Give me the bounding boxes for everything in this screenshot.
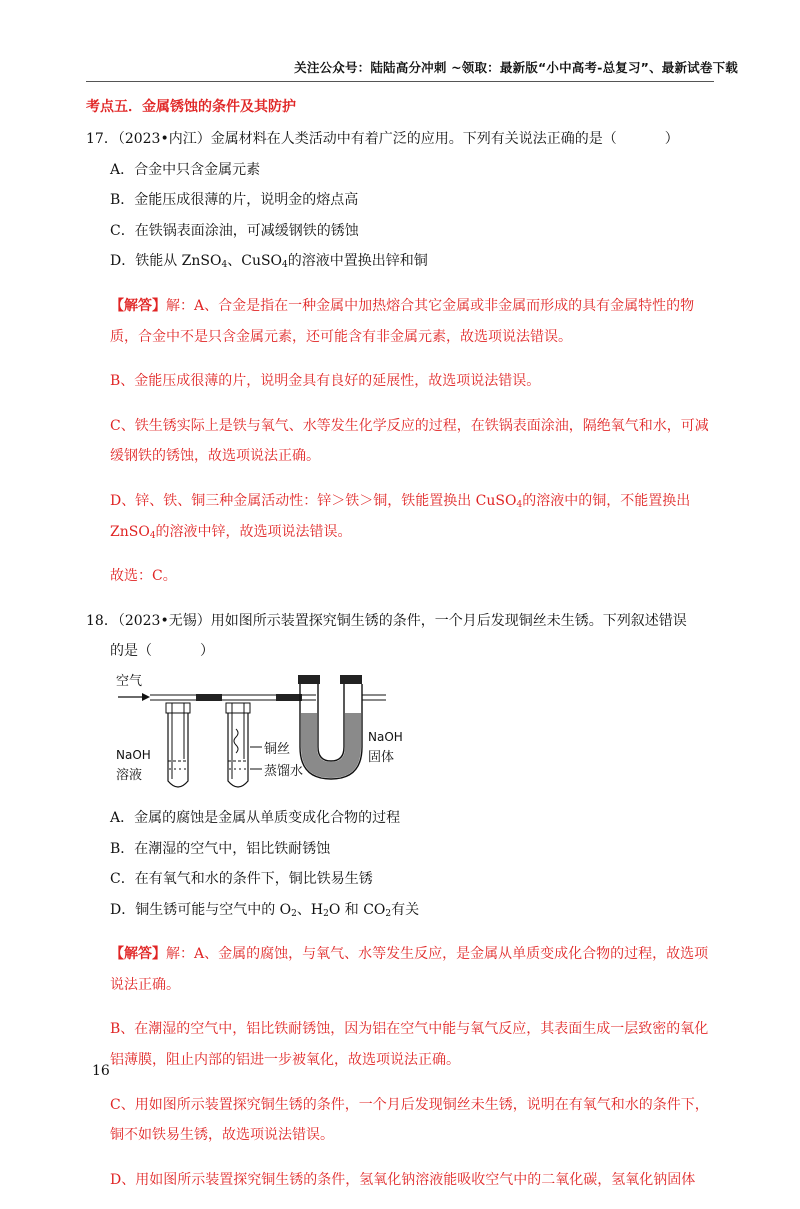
question-17-answer-b: B、金能压成很薄的片，说明金具有良好的延展性，故选项说法错误。	[110, 373, 541, 390]
question-18-option-b: B．在潮湿的空气中，铝比铁耐锈蚀	[110, 840, 331, 857]
question-18-answer-d: D、用如图所示装置探究铜生锈的条件，氢氧化钠溶液能吸收空气中的二氧化碳，氢氧化钠固体	[110, 1171, 696, 1188]
question-18-answer-a: 【解答】解：A、金属的腐蚀，与氧气、水等发生反应，是金属从单质变成化合物的过程，故选项说法正确。	[110, 946, 709, 993]
arrow-head-icon	[142, 693, 150, 701]
question-17-option-a: A．合金中只含金属元素	[110, 161, 261, 178]
test-tube-copper-wire	[226, 703, 262, 787]
page-number: 16	[92, 1063, 110, 1079]
question-17-answer-a: 【解答】解：A、合金是指在一种金属中加热熔合其它金属或非金属而形成的具有金属特性的物质，合金中不是只含金属元素，还可能含有非金属元素，故选项说法错误。	[110, 297, 695, 345]
question-18-option-a: A．金属的腐蚀是金属从单质变成化合物的过程	[110, 809, 401, 826]
question-18-stem-cont: 的是（ ）	[110, 643, 214, 660]
question-17-option-d: D．铁能从 ZnSO$_4$、CuSO$_4$的溶液中置换出锌和铜	[110, 253, 428, 271]
question-17-option-b: B．金能压成很薄的片，说明金的熔点高	[110, 192, 359, 209]
distilled-water-label: 蒸馏水	[264, 763, 304, 779]
air-label: 空气	[116, 673, 143, 689]
question-18-option-d: D．铜生锈可能与空气中的 $O_2$、$H_2O$ 和 $CO_2$有关	[110, 901, 420, 919]
page-content	[86, 124, 714, 1209]
question-18-answer-c: C、用如图所示装置探究铜生锈的条件，一个月后发现铜丝未生锈，说明在有氧气和水的条件下，铜不如铁易生锈，故选项说法错误。	[110, 1096, 709, 1144]
naoh-solid-label-1: NaOH	[368, 729, 403, 744]
question-18-option-c: C．在有氧气和水的条件下，铜比铁易生锈	[110, 871, 373, 888]
naoh-solution-label-1: NaOH	[116, 747, 151, 762]
naoh-solution-label-2: 溶液	[116, 767, 143, 783]
question-17-choice: 故选：C。	[110, 568, 177, 585]
question-17-stem: 17．（2023•内江）金属材料在人类活动中有着广泛的应用。下列有关说法正确的是（ ）	[86, 131, 679, 147]
apparatus-diagram	[86, 669, 406, 803]
page-header: 关注公众号：陆陆高分冲刺 ~领取：最新版“小中高考-总复习”、最新试卷下载	[294, 60, 738, 75]
question-18-answer-b: B、在潮湿的空气中，铝比铁耐锈蚀，因为铝在空气中能与氧气反应，其表面生成一层致密的氧化铝薄膜，阻止内部的铝进一步被氧化，故选项说法正确。	[110, 1021, 709, 1069]
test-tube-naoh-solution	[166, 703, 190, 787]
question-17-answer-d: D、锌、铁、铜三种金属活动性：锌＞铁＞铜，铁能置换出 CuSO$_4$的溶液中的铜，不能置换出 ZnSO$_4$的溶液中锌，故选项说法错误。	[110, 492, 691, 541]
header-divider	[86, 81, 714, 82]
question-17-answer-c: C、铁生锈实际上是铁与氧气、水等发生化学反应的过程，在铁锅表面涂油，隔绝氧气和水，可减缓钢铁的锈蚀，故选项说法正确。	[110, 417, 709, 465]
question-17-option-c: C．在铁锅表面涂油，可减缓钢铁的锈蚀	[110, 222, 359, 239]
rubber-connector-1	[196, 694, 222, 701]
rubber-connector-2	[276, 694, 302, 701]
naoh-solid-label-2: 固体	[368, 749, 395, 765]
copper-wire-label: 铜丝	[264, 741, 291, 757]
section-title: 考点五．金属锈蚀的条件及其防护	[86, 99, 296, 115]
question-18-stem: 18．（2023•无锡）用如图所示装置探究铜生锈的条件，一个月后发现铜丝未生锈。下列叙述错误	[86, 612, 687, 629]
copper-rust-apparatus-figure	[86, 669, 714, 803]
